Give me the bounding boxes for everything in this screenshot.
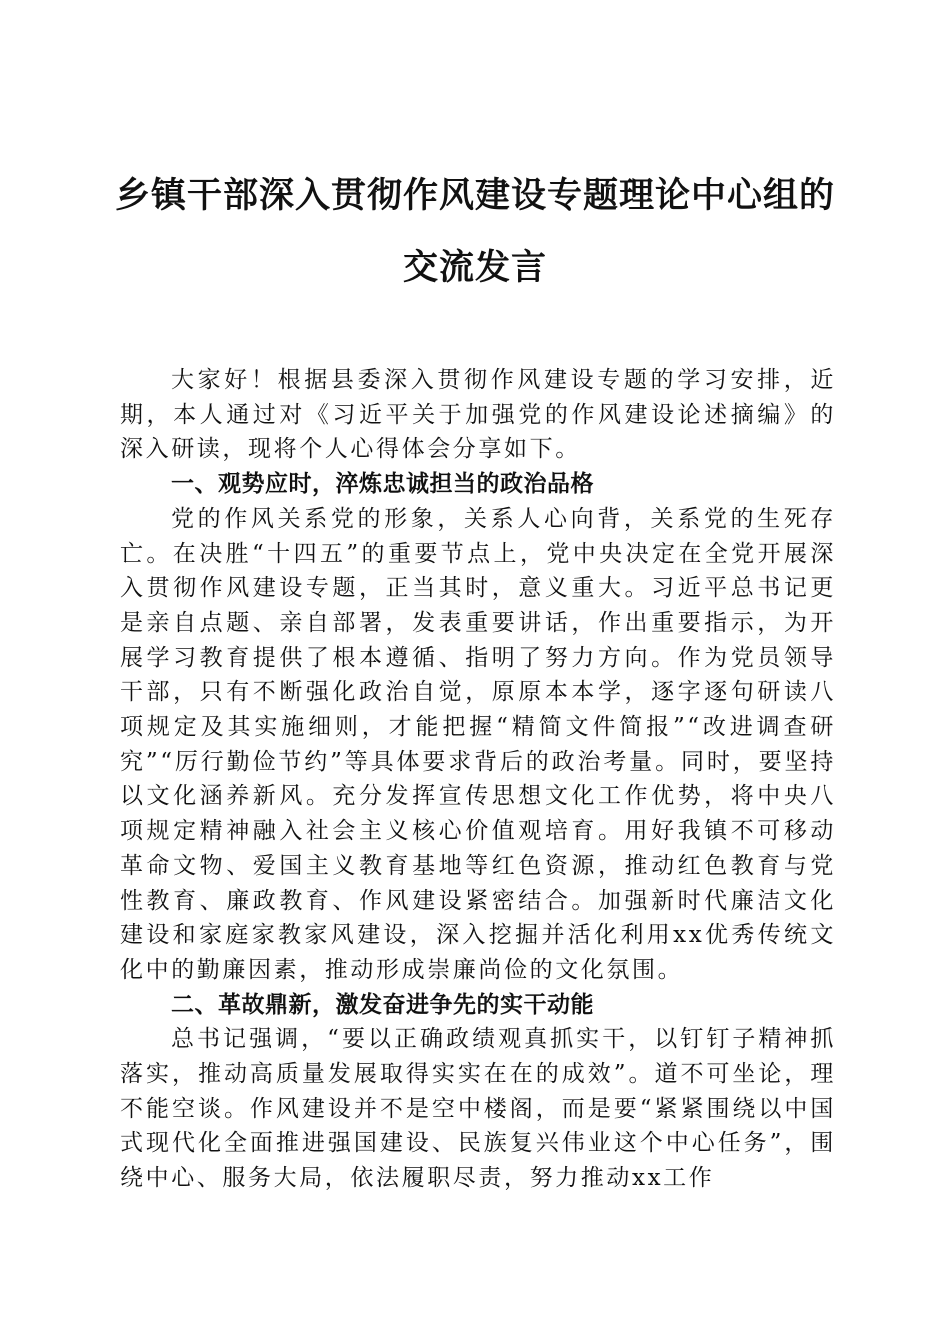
section-2-heading: 二、革故鼎新，激发奋进争先的实干动能	[171, 991, 594, 1018]
document-title-line-1: 乡镇干部深入贯彻作风建设专题理论中心组的	[114, 175, 835, 216]
section-1-heading: 一、观势应时，淬炼忠诚担当的政治品格	[171, 471, 594, 498]
section-2-paragraph: 总书记强调，“要以正确政绩观真抓实干，以钉钉子精神抓落实，推动高质量发展取得实实在在的成效”。道不可坐论，理不能空谈。作风建设并不是空中楼阁，而是要“紧紧围绕以中国式现代化全面推进强国建设、民族复兴伟业这个中心任务”，围绕中心、服务大局，依法履职尽责，努力推动xx工作	[120, 1026, 836, 1192]
intro-paragraph: 大家好！根据县委深入贯彻作风建设专题的学习安排，近期，本人通过对《习近平关于加强党的作风建设论述摘编》的深入研读，现将个人心得体会分享如下。	[120, 367, 836, 463]
section-1-paragraph: 党的作风关系党的形象，关系人心向背，关系党的生死存亡。在决胜“十四五”的重要节点上，党中央决定在全党开展深入贯彻作风建设专题，正当其时，意义重大。习近平总书记更是亲自点题、亲自部署，发表重要讲话，作出重要指示，为开展学习教育提供了根本遵循、指明了努力方向。作为党员领导干部，只有不断强化政治自觉，原原本本学，逐字逐句研读八项规定及其实施细则，才能把握“精简文件简报”“改进调查研究”“厉行勤俭节约”等具体要求背后的政治考量。同时，要坚持以文化涵养新风。充分发挥宣传思想文化工作优势，将中央八项规定精神融入社会主义核心价值观培育。用好我镇不可移动革命文物、爱国主义教育基地等红色资源，推动红色教育与党性教育、廉政教育、作风建设紧密结合。加强新时代廉洁文化建设和家庭家教家风建设，深入挖掘并活化利用xx优秀传统文化中的勤廉因素，推动形成崇廉尚俭的文化氛围。	[120, 505, 836, 983]
document-title-line-2: 交流发言	[402, 247, 547, 288]
document-body	[120, 363, 836, 1196]
